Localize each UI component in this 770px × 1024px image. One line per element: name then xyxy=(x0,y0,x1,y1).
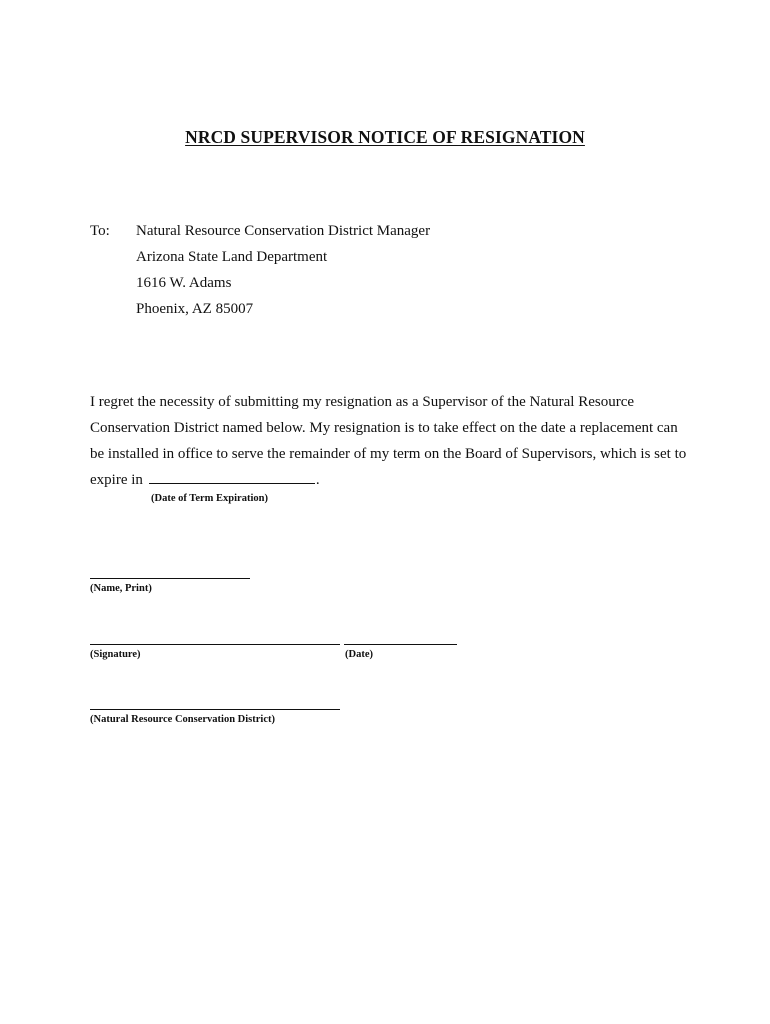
date-line[interactable] xyxy=(344,644,457,645)
name-print-caption: (Name, Print) xyxy=(90,583,152,594)
address-line: Natural Resource Conservation District Manager xyxy=(136,223,431,239)
to-label: To: xyxy=(90,223,110,239)
expire-suffix: . xyxy=(315,472,320,488)
signature-caption: (Signature) xyxy=(90,649,141,660)
name-print-line[interactable] xyxy=(90,578,250,579)
term-expiration-caption: (Date of Term Expiration) xyxy=(151,493,268,504)
paragraph-line: I regret the necessity of submitting my resignation as a Supervisor of the Natural Resource xyxy=(90,394,635,410)
district-line[interactable] xyxy=(90,709,340,710)
document-title: NRCD SUPERVISOR NOTICE OF RESIGNATION xyxy=(185,127,585,147)
paragraph-line: be installed in office to serve the remainder of my term on the Board of Supervisors, which is set to xyxy=(90,446,687,462)
address-line: 1616 W. Adams xyxy=(136,275,232,291)
district-caption: (Natural Resource Conservation District) xyxy=(90,714,275,725)
term-expiration-blank[interactable] xyxy=(149,482,315,484)
address-line: Phoenix, AZ 85007 xyxy=(136,301,254,317)
paragraph-line: Conservation District named below. My resignation is to take effect on the date a replacement can xyxy=(90,420,678,436)
date-caption: (Date) xyxy=(345,649,373,660)
expire-line xyxy=(90,467,690,493)
recipient-address xyxy=(136,218,430,322)
resignation-paragraph xyxy=(90,389,690,493)
expire-prefix: expire in xyxy=(90,472,143,488)
signature-line[interactable] xyxy=(90,644,340,645)
address-line: Arizona State Land Department xyxy=(136,249,328,265)
